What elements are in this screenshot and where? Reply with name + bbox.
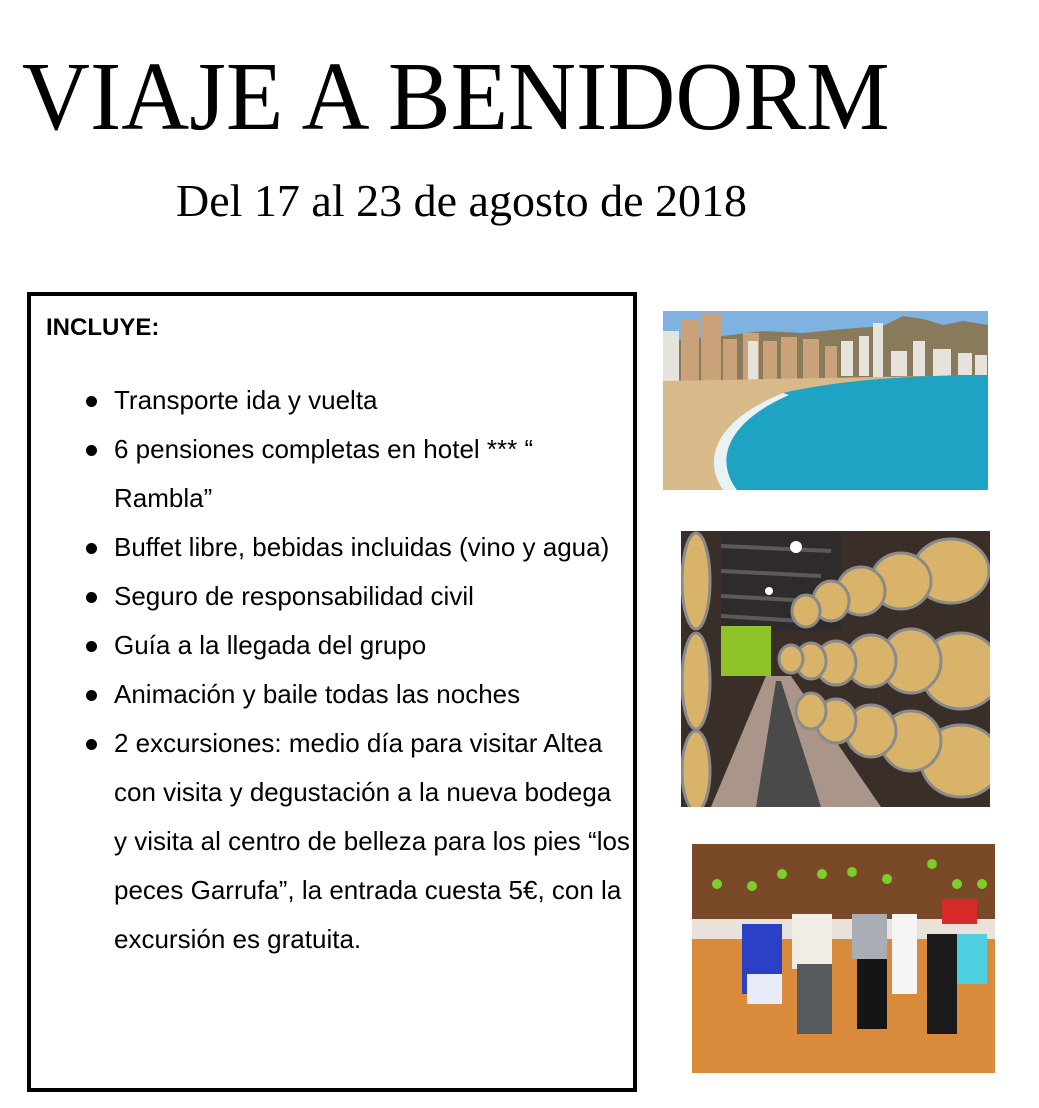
includes-box <box>27 292 637 1092</box>
list-item: Animación y baile todas las noches <box>81 670 631 719</box>
bullet-icon <box>86 690 97 701</box>
list-item: Transporte ida y vuelta <box>81 376 631 425</box>
includes-heading: INCLUYE: <box>46 314 160 341</box>
bullet-icon <box>86 396 97 407</box>
list-item: 6 pensiones completas en hotel *** “ Rambla” <box>81 425 631 523</box>
list-item: 2 excursiones: medio día para visitar Altea con visita y degustación a la nueva bodega y visita al centro de belleza para los pies “los peces Garrufa”, la entrada cuesta 5€, con la excursión es gratuita. <box>81 719 631 964</box>
trip-dates: Del 17 al 23 de agosto de 2018 <box>176 175 748 226</box>
bullet-icon <box>86 543 97 554</box>
dance-photo <box>692 844 995 1073</box>
list-item: Buffet libre, bebidas incluidas (vino y agua) <box>81 523 631 572</box>
bullet-icon <box>86 641 97 652</box>
wine-cellar-photo <box>681 531 990 807</box>
bullet-icon <box>86 445 97 456</box>
bullet-icon <box>86 739 97 750</box>
list-item: Seguro de responsabilidad civil <box>81 572 631 621</box>
includes-list <box>81 376 631 964</box>
list-item: Guía a la llegada del grupo <box>81 621 631 670</box>
bullet-icon <box>86 592 97 603</box>
page-title: VIAJE A BENIDORM <box>22 43 890 151</box>
beach-photo <box>663 311 988 490</box>
